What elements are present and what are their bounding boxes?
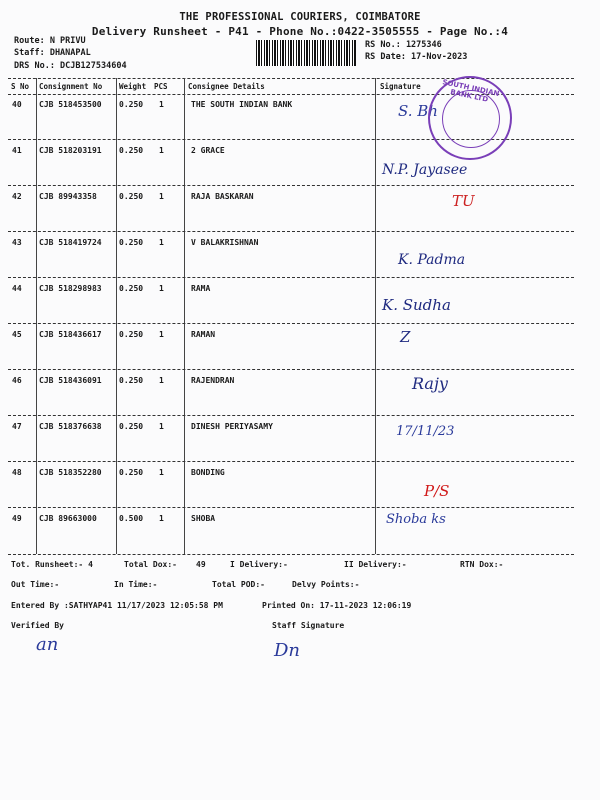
tot-runsheet: Tot. Runsheet:- 4 bbox=[11, 560, 93, 569]
row-signature: P/S bbox=[424, 482, 450, 500]
row-divider bbox=[8, 185, 574, 186]
rs-number: RS No.: 1275346 bbox=[365, 40, 442, 50]
printed-on: Printed On: 17-11-2023 12:06:19 bbox=[262, 601, 412, 610]
row-consignment-no: CJB 89663000 bbox=[39, 514, 97, 523]
staff-label: Staff: DHANAPAL bbox=[14, 48, 91, 58]
row-consignee: V BALAKRISHNAN bbox=[191, 238, 259, 247]
row-weight: 0.250 bbox=[119, 468, 144, 477]
row-pcs: 1 bbox=[159, 514, 164, 523]
header-sno: S No bbox=[11, 82, 30, 91]
row-sno: 48 bbox=[12, 468, 22, 477]
row-sno: 42 bbox=[12, 192, 22, 201]
col-separator bbox=[184, 78, 185, 554]
row-consignee: RAMAN bbox=[191, 330, 216, 339]
row-consignee: RAJENDRAN bbox=[191, 376, 235, 385]
row-weight: 0.250 bbox=[119, 192, 144, 201]
drs-number: DRS No.: DCJB127534604 bbox=[14, 61, 127, 71]
ii-delivery: II Delivery:- bbox=[344, 560, 407, 569]
in-time: In Time:- bbox=[114, 580, 158, 589]
row-weight: 0.250 bbox=[119, 238, 144, 247]
row-sno: 44 bbox=[12, 284, 22, 293]
row-consignee: RAMA bbox=[191, 284, 211, 293]
row-pcs: 1 bbox=[159, 284, 164, 293]
row-weight: 0.250 bbox=[119, 284, 144, 293]
row-sno: 49 bbox=[12, 514, 22, 523]
company-title: THE PROFESSIONAL COURIERS, COIMBATORE bbox=[179, 11, 421, 23]
bank-stamp bbox=[428, 76, 512, 160]
row-consignment-no: CJB 518203191 bbox=[39, 146, 102, 155]
row-signature: N.P. Jayasee bbox=[382, 162, 468, 178]
row-divider bbox=[8, 461, 574, 462]
row-consignee: SHOBA bbox=[191, 514, 216, 523]
row-signature: Shoba ks bbox=[386, 512, 446, 527]
entered-by: Entered By :SATHYAP41 11/17/2023 12:05:58 PM bbox=[11, 601, 223, 610]
row-signature: Rajy bbox=[412, 374, 448, 393]
row-sno: 41 bbox=[12, 146, 22, 155]
row-sno: 45 bbox=[12, 330, 22, 339]
row-consignee: 2 GRACE bbox=[191, 146, 225, 155]
row-weight: 0.250 bbox=[119, 100, 144, 109]
header-signature: Signature bbox=[380, 82, 421, 91]
row-divider bbox=[8, 369, 574, 370]
row-pcs: 1 bbox=[159, 238, 164, 247]
row-pcs: 1 bbox=[159, 330, 164, 339]
row-weight: 0.500 bbox=[119, 514, 144, 523]
row-divider bbox=[8, 231, 574, 232]
row-signature: Z bbox=[400, 328, 411, 346]
header-consignment: Consignment No bbox=[39, 82, 103, 91]
row-pcs: 1 bbox=[159, 376, 164, 385]
verified-signature: an bbox=[36, 634, 59, 655]
row-divider bbox=[8, 415, 574, 416]
row-consignment-no: CJB 518376638 bbox=[39, 422, 102, 431]
row-divider bbox=[8, 277, 574, 278]
row-weight: 0.250 bbox=[119, 422, 144, 431]
staff-signature: Dn bbox=[274, 640, 301, 661]
row-divider bbox=[8, 323, 574, 324]
row-consignment-no: CJB 518453500 bbox=[39, 100, 102, 109]
row-pcs: 1 bbox=[159, 146, 164, 155]
out-time: Out Time:- bbox=[11, 580, 60, 589]
row-consignment-no: CJB 518419724 bbox=[39, 238, 102, 247]
row-weight: 0.250 bbox=[119, 146, 144, 155]
row-consignment-no: CJB 518352280 bbox=[39, 468, 102, 477]
row-consignee: RAJA BASKARAN bbox=[191, 192, 254, 201]
row-sno: 40 bbox=[12, 100, 22, 109]
row-weight: 0.250 bbox=[119, 330, 144, 339]
total-dox-label: Total Dox:- bbox=[124, 560, 177, 569]
row-consignment-no: CJB 518298983 bbox=[39, 284, 102, 293]
row-consignment-no: CJB 518436617 bbox=[39, 330, 102, 339]
row-consignee: THE SOUTH INDIAN BANK bbox=[191, 100, 293, 109]
row-signature: K. Sudha bbox=[382, 296, 451, 314]
header-pcs: PCS bbox=[154, 82, 168, 91]
row-pcs: 1 bbox=[159, 192, 164, 201]
header-consignee: Consignee Details bbox=[188, 82, 265, 91]
route-label: Route: N PRIVU bbox=[14, 36, 86, 46]
row-pcs: 1 bbox=[159, 422, 164, 431]
col-separator bbox=[36, 78, 37, 554]
table-bottom-rule bbox=[8, 554, 574, 555]
row-signature: 17/11/23 bbox=[396, 424, 455, 439]
row-signature: TU bbox=[452, 192, 475, 210]
row-pcs: 1 bbox=[159, 100, 164, 109]
row-weight: 0.250 bbox=[119, 376, 144, 385]
col-separator bbox=[375, 78, 376, 554]
row-consignee: DINESH PERIYASAMY bbox=[191, 422, 273, 431]
row-sno: 43 bbox=[12, 238, 22, 247]
rs-date: RS Date: 17-Nov-2023 bbox=[365, 52, 468, 62]
row-consignment-no: CJB 518436091 bbox=[39, 376, 102, 385]
row-signature: K. Padma bbox=[398, 252, 466, 268]
row-sno: 46 bbox=[12, 376, 22, 385]
i-delivery: I Delivery:- bbox=[230, 560, 288, 569]
verified-by-label: Verified By bbox=[11, 621, 64, 630]
row-pcs: 1 bbox=[159, 468, 164, 477]
row-sno: 47 bbox=[12, 422, 22, 431]
col-separator bbox=[116, 78, 117, 554]
table-top-rule bbox=[8, 78, 574, 79]
total-pod: Total POD:- bbox=[212, 580, 265, 589]
barcode-image bbox=[256, 40, 356, 66]
total-dox-value: 49 bbox=[196, 560, 206, 569]
stamp-text: SOUTH INDIAN BANK LTD bbox=[441, 78, 500, 104]
rtn-dox: RTN Dox:- bbox=[460, 560, 504, 569]
staff-signature-label: Staff Signature bbox=[272, 621, 345, 630]
row-divider bbox=[8, 507, 574, 508]
runsheet-subtitle: Delivery Runsheet - P41 - Phone No.:0422-3505555 - Page No.:4 bbox=[91, 25, 509, 38]
delvy-points: Delvy Points:- bbox=[292, 580, 360, 589]
row-consignee: BONDING bbox=[191, 468, 225, 477]
row-signature: S. Bh bbox=[398, 102, 438, 120]
header-weight: Weight bbox=[119, 82, 147, 91]
row-consignment-no: CJB 89943358 bbox=[39, 192, 97, 201]
